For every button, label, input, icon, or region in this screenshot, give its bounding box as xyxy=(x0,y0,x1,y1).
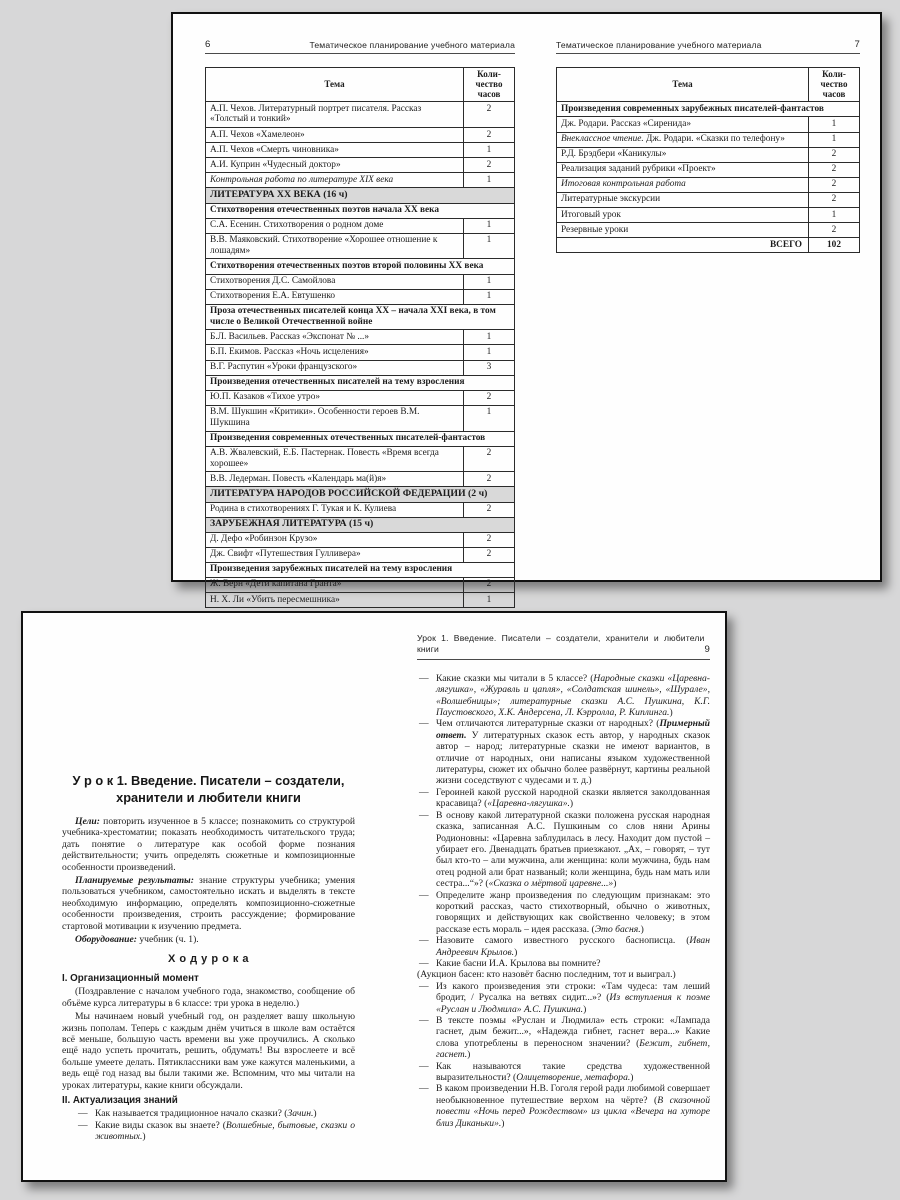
emphasis-segment: Это басня. xyxy=(594,923,641,935)
dash-marker: — xyxy=(78,1108,88,1120)
text-segment: ) xyxy=(467,1049,471,1061)
text-segment: ) xyxy=(313,1108,317,1120)
emphasis-segment: Оборудование: xyxy=(75,934,137,946)
page-9 xyxy=(374,613,725,1180)
question-item xyxy=(417,935,710,958)
topic-cell: Стихотворения Д.С. Самойлова xyxy=(206,274,464,289)
text-segment: Какие сказки мы читали в 5 классе? ( xyxy=(436,672,594,684)
subsection-row xyxy=(206,375,515,390)
subsection-cell: Произведения современных зарубежных писателей-фантастов xyxy=(557,102,860,117)
emphasis-segment: Иван Андреевич Крылов. xyxy=(436,935,710,958)
topic-row xyxy=(557,223,860,238)
hours-cell: 1 xyxy=(464,345,515,360)
paragraph xyxy=(62,816,355,873)
hours-cell: 2 xyxy=(809,162,860,177)
topic-row xyxy=(206,502,515,517)
dash-marker: — xyxy=(419,786,429,798)
dash-marker: — xyxy=(419,889,429,901)
running-header xyxy=(417,633,710,660)
paragraph xyxy=(62,1011,355,1091)
hours-cell: 2 xyxy=(464,472,515,487)
topic-cell: Стихотворения Е.А. Евтушенко xyxy=(206,289,464,304)
hours-cell: 3 xyxy=(464,360,515,375)
topic-cell: В.Г. Распутин «Уроки французского» xyxy=(206,360,464,375)
hours-cell: 2 xyxy=(809,177,860,192)
text-segment: ) xyxy=(142,1131,146,1143)
text-segment: В тексте поэмы «Руслан и Людмила» есть строки: «Лампада гаснет, дым бежит...», «Надежда гибнет, гаснет вера...» Какие слова употреблены в переносном значении? ( xyxy=(436,1015,710,1049)
bottom-spread-pages-8-9 xyxy=(21,611,727,1182)
hours-cell: 1 xyxy=(464,330,515,345)
thematic-planning-table xyxy=(556,67,860,253)
question-item xyxy=(417,981,710,1015)
emphasis-segment: Планируемые результаты: xyxy=(75,875,194,887)
hours-cell: 1 xyxy=(464,593,515,608)
topic-row xyxy=(557,208,860,223)
running-title: Тематическое планирование учебного материала xyxy=(309,40,515,50)
topic-cell: А.П. Чехов «Хамелеон» xyxy=(206,128,464,143)
question-item xyxy=(417,787,710,810)
thematic-planning-table xyxy=(205,67,515,608)
topic-row xyxy=(206,158,515,173)
section-row xyxy=(206,188,515,203)
emphasis-segment: Примерный ответ. xyxy=(436,718,710,741)
text-segment: Определите жанр произведения по следующим признакам: это короткий рассказ, часто стихотворный, обычно о животных, говорящих и действующих как свойственно человеку; в этом рассказе есть мораль – идея рассказа. ( xyxy=(436,889,710,935)
topic-row xyxy=(206,233,515,259)
page-number: 7 xyxy=(854,39,860,50)
text-segment: Какие виды сказок вы знаете? ( xyxy=(95,1119,226,1131)
text-segment: ) xyxy=(583,1003,587,1015)
paragraph xyxy=(62,875,355,932)
text-segment: У литературных сказок есть автор, у народных сказок автор – народ; литературные сказки не имеют вариантов, в отличие от народных, они написаны языком художественной литературы, сюжет их обычно более развёрнут, картины реальной жизни соседствуют с чудесами и т. д.) xyxy=(436,729,710,787)
topic-row xyxy=(206,390,515,405)
topic-row xyxy=(557,117,860,132)
text-segment: ) xyxy=(569,798,574,810)
subsection-cell: Произведения современных отечественных писателей-фантастов xyxy=(206,431,515,446)
page-number: 9 xyxy=(704,644,710,656)
emphasis-segment: Цели: xyxy=(75,816,100,827)
hours-cell: 2 xyxy=(464,446,515,472)
text-segment: ) xyxy=(501,1117,505,1129)
hours-cell: 1 xyxy=(464,274,515,289)
topic-row xyxy=(206,472,515,487)
topic-row xyxy=(557,192,860,207)
dash-marker: — xyxy=(419,672,429,684)
paragraph xyxy=(62,934,355,945)
question-item xyxy=(76,1108,355,1119)
emphasis-segment: В сказочной повести «Ночь перед Рождеством» из цикла «Вечера на хуторе близ Диканьки». xyxy=(436,1094,710,1129)
question-item xyxy=(417,1015,710,1061)
topic-cell: Дж. Свифт «Путешествия Гулливера» xyxy=(206,547,464,562)
hours-cell: 2 xyxy=(464,390,515,405)
text-segment: Чем отличаются литературные сказки от народных? ( xyxy=(436,718,660,730)
top-spread-pages-6-7 xyxy=(171,12,882,605)
section-cell: ЛИТЕРАТУРА НАРОДОВ РОССИЙСКОЙ ФЕДЕРАЦИИ (2 ч) xyxy=(206,487,515,502)
dash-marker: — xyxy=(419,1083,429,1095)
hours-cell: 2 xyxy=(809,223,860,238)
hours-cell: 2 xyxy=(464,547,515,562)
question-item xyxy=(417,890,710,936)
dash-marker: — xyxy=(419,718,429,730)
topic-row xyxy=(206,173,515,188)
hours-cell: 1 xyxy=(464,289,515,304)
subsection-cell: Стихотворения отечественных поэтов второй половины XX века xyxy=(206,259,515,274)
subsection-cell: Стихотворения отечественных поэтов начала XX века xyxy=(206,203,515,218)
dash-marker: — xyxy=(419,957,429,969)
topic-cell: В.М. Шукшин «Критики». Особенности героев В.М. Шукшина xyxy=(206,405,464,431)
topic-cell: А.И. Куприн «Чудесный доктор» xyxy=(206,158,464,173)
topic-row xyxy=(206,218,515,233)
topic-cell: Итоговый урок xyxy=(557,208,809,223)
topic-row xyxy=(557,162,860,177)
text-segment: В основу какой литературной сказки положена русская народная сказка, записанная А.С. Пушкиным со слов няни Арины Родионовны: «Царевна заблудилась в лесу. Находит дом пустой – убирает его. Двенадцать братьев приезжают. „Ах, – говорят, – тут был кто-то – али мужчина, али женщина: коли мужчина, будь нам отец родной али брат названый; коли женщина, будь нам мать или сестра...“»? ( xyxy=(436,809,710,890)
topic-row xyxy=(206,360,515,375)
question-item xyxy=(417,718,710,786)
hours-cell: 1 xyxy=(809,117,860,132)
question-item xyxy=(417,958,710,969)
table-header-theme: Тема xyxy=(557,68,809,102)
hours-cell: 102 xyxy=(809,238,860,253)
topic-row xyxy=(206,577,515,592)
text-segment: ) xyxy=(514,946,518,958)
stage-heading: II. Актуализация знаний xyxy=(62,1094,178,1106)
paragraph xyxy=(62,986,355,1009)
emphasis-segment: Олицетворение, метафора. xyxy=(516,1072,631,1084)
table-header-hours: Коли-чество часов xyxy=(464,68,515,102)
total-row xyxy=(557,238,860,253)
topic-row xyxy=(206,128,515,143)
dash-marker: — xyxy=(78,1119,88,1131)
subsection-row xyxy=(206,431,515,446)
dash-marker: — xyxy=(419,809,429,821)
section-row xyxy=(206,517,515,532)
topic-row xyxy=(557,147,860,162)
topic-cell: А.В. Жвалевский, Е.Б. Пастернак. Повесть «Время всегда хорошее» xyxy=(206,446,464,472)
hours-cell: 1 xyxy=(464,173,515,188)
text-segment: знание структуры учебника; умения пользоваться учебником, самостоятельно искать и выделять в тексте необходимую информацию, определять композиционно-сюжетные особенности произведения, строить рассуждение; формирование стартовой мотивации к изучению предмета. xyxy=(62,875,355,932)
page-6 xyxy=(173,14,529,605)
text-segment: Какие басни И.А. Крылова вы помните? xyxy=(436,957,601,969)
table-header-row xyxy=(206,68,515,102)
page-7 xyxy=(529,14,880,580)
hours-cell: 1 xyxy=(464,405,515,431)
topic-cell: Ж. Верн «Дети капитана Гранта» xyxy=(206,577,464,592)
hours-cell: 1 xyxy=(464,233,515,259)
hours-cell: 2 xyxy=(464,502,515,517)
topic-cell: Д. Дефо «Робинзон Крузо» xyxy=(206,532,464,547)
hours-cell: 2 xyxy=(464,158,515,173)
table-header-row xyxy=(557,68,860,102)
hours-cell: 1 xyxy=(809,132,860,147)
topic-row xyxy=(206,547,515,562)
hours-cell: 2 xyxy=(809,192,860,207)
topic-cell: Литературные экскурсии xyxy=(557,192,809,207)
text-segment: В каком произведении Н.В. Гоголя герой ради любимой совершает необыкновенное путешествие верхом на чёрте? ( xyxy=(436,1083,710,1106)
topic-row xyxy=(206,345,515,360)
text-segment: Назовите самого известного русского баснописца. ( xyxy=(436,935,690,947)
hours-cell: 2 xyxy=(809,147,860,162)
dash-marker: — xyxy=(419,935,429,947)
topic-cell: Н. Х. Ли «Убить пересмешника» xyxy=(206,593,464,608)
hours-cell: 2 xyxy=(464,102,515,128)
emphasis-segment: Из вступления к поэме «Руслан и Людмила» А.С. Пушкина. xyxy=(436,992,710,1015)
text-segment: (Поздравление с началом учебного года, знакомство, сообщение об объёме курса литературы в 6 классе: три урока в неделю.) xyxy=(62,986,355,1009)
subsection-row xyxy=(206,259,515,274)
text-segment: Мы начинаем новый учебный год, он разделяет вашу школьную жизнь пополам. Теперь с каждым днём учиться в школе вам остаётся всё меньше, большую часть времени вы уже проучились. А сколько ещё надо успеть прочитать, решить, обдумать! Вы взрослеете и всё больше умеете делать. Пятиклассники вам уже кажутся маленькими, а ведь ещё год назад вы были такими же. Вспомним, что мы читали на уроках литературы, какие книги обсуждали. xyxy=(62,1011,355,1091)
topic-row xyxy=(206,593,515,608)
text-segment: ) xyxy=(640,923,644,935)
lesson-title: У р о к 1. Введение. Писатели – создатели, хранители и любители книги xyxy=(72,773,345,805)
lesson-flow-heading: Х о д у р о к а xyxy=(167,953,250,966)
hours-cell: 2 xyxy=(464,532,515,547)
topic-cell: Контрольная работа по литературе XIX века xyxy=(206,173,464,188)
emphasis-segment: Бежит, гибнет, гаснет. xyxy=(436,1037,710,1061)
section-row xyxy=(206,487,515,502)
text-segment: Героиней какой русской народной сказки является заколдованная красавица? ( xyxy=(436,786,710,810)
subsection-cell: Проза отечественных писателей конца XX – начала XXI века, в том числе о Великой Отечественной войне xyxy=(206,304,515,330)
hours-cell: 2 xyxy=(464,128,515,143)
topic-row xyxy=(206,274,515,289)
emphasis-segment: Волшебные, бытовые, сказки о животных. xyxy=(95,1119,355,1143)
topic-cell: Б.Л. Васильев. Рассказ «Экспонат № ...» xyxy=(206,330,464,345)
section-cell: ЛИТЕРАТУРА XX ВЕКА (16 ч) xyxy=(206,188,515,203)
topic-row xyxy=(206,532,515,547)
question-item xyxy=(417,810,710,890)
question-item xyxy=(417,1061,710,1084)
text-segment: учебник (ч. 1). xyxy=(136,934,199,946)
text-segment: Как называется традиционное начало сказки? ( xyxy=(95,1108,288,1120)
text-segment: Дж. Родари. «Сказки по телефону» xyxy=(643,134,785,145)
page-number: 6 xyxy=(205,39,211,50)
topic-row xyxy=(206,143,515,158)
subsection-cell: Произведения зарубежных писателей на тему взросления xyxy=(206,562,515,577)
topic-cell: А.П. Чехов. Литературный портрет писателя. Рассказ «Толстый и тонкий» xyxy=(206,102,464,128)
text-segment: Как называются такие средства художественной выразительности? ( xyxy=(436,1060,710,1084)
topic-cell: Дж. Родари. Рассказ «Сиренида» xyxy=(557,117,809,132)
hours-cell: 1 xyxy=(809,208,860,223)
table-header-hours: Коли-чество часов xyxy=(809,68,860,102)
hours-cell: 1 xyxy=(464,143,515,158)
subsection-row xyxy=(557,102,860,117)
table-header-theme: Тема xyxy=(206,68,464,102)
topic-row xyxy=(206,102,515,128)
text-segment: Из какого произведения эти строки: «Там чудеса: там леший бродит, / Русалка на ветвях сидит...»? ( xyxy=(436,980,710,1004)
topic-cell: Реализация заданий рубрики «Проект» xyxy=(557,162,809,177)
running-title: Урок 1. Введение. Писатели – создатели, хранители и любители книги xyxy=(417,633,705,655)
subsection-row xyxy=(206,562,515,577)
topic-cell: ВСЕГО xyxy=(557,238,809,253)
dash-marker: — xyxy=(419,1060,429,1072)
emphasis-segment: Народные сказки «Царевна-лягушка», «Журавль и цапля», «Солдатская шинель», «Шурале», «Волшебницы»; литературные сказки А.С. Пушкина, К.Г. Паустовского, Х.К. Андерсена, Л. Кэрролла, Р. Киплинга. xyxy=(436,672,710,719)
dash-marker: — xyxy=(419,980,429,992)
subsection-row xyxy=(206,203,515,218)
topic-cell: Итоговая контрольная работа xyxy=(557,177,809,192)
topic-cell: В.В. Ледерман. Повесть «Календарь ма(й)я» xyxy=(206,472,464,487)
section-cell: ЗАРУБЕЖНАЯ ЛИТЕРАТУРА (15 ч) xyxy=(206,517,515,532)
topic-cell: Резервные уроки xyxy=(557,223,809,238)
topic-cell: Ю.П. Казаков «Тихое утро» xyxy=(206,390,464,405)
page-8 xyxy=(23,613,374,1180)
text-segment: повторить изученное в 5 классе; познакомить со структурой учебника-хрестоматии; показать необходимость читательского труда; дать понятие о литературе как особой форме познания действительности; учить определять сюжетные и композиционные особенности произведений. xyxy=(62,816,355,873)
text-segment: (Аукцион басен: кто назовёт басню последним, тот и выиграл.) xyxy=(417,969,676,981)
emphasis-segment: «Царевна-лягушка». xyxy=(487,798,570,810)
running-header xyxy=(205,39,515,54)
topic-row xyxy=(206,405,515,431)
subsection-row xyxy=(206,304,515,330)
emphasis-segment: Внеклассное чтение. xyxy=(561,134,644,145)
emphasis-segment: Зачин. xyxy=(287,1108,314,1120)
topic-row xyxy=(557,177,860,192)
topic-cell: С.А. Есенин. Стихотворения о родном доме xyxy=(206,218,464,233)
stage-heading: I. Организационный момент xyxy=(62,972,199,984)
question-item xyxy=(76,1120,355,1143)
text-segment: ) xyxy=(613,878,617,890)
topic-cell: В.В. Маяковский. Стихотворение «Хорошее отношение к лошадям» xyxy=(206,233,464,259)
text-segment: ) xyxy=(630,1072,634,1084)
topic-row xyxy=(206,289,515,304)
topic-row xyxy=(557,132,860,147)
topic-row xyxy=(206,446,515,472)
topic-cell: Р.Д. Брэдбери «Каникулы» xyxy=(557,147,809,162)
topic-cell: Родина в стихотворениях Г. Тукая и К. Кулиева xyxy=(206,502,464,517)
note-line xyxy=(417,969,710,980)
text-segment: ) xyxy=(669,707,673,719)
question-item xyxy=(417,673,710,719)
emphasis-segment: «Сказка о мёртвой царевне...» xyxy=(488,878,614,890)
running-header xyxy=(556,39,860,54)
running-title: Тематическое планирование учебного материала xyxy=(556,40,762,50)
topic-row xyxy=(206,330,515,345)
dash-marker: — xyxy=(419,1015,429,1026)
hours-cell: 2 xyxy=(464,577,515,592)
subsection-cell: Произведения отечественных писателей на тему взросления xyxy=(206,375,515,390)
topic-cell xyxy=(557,132,809,147)
question-item xyxy=(417,1083,710,1129)
hours-cell: 1 xyxy=(464,218,515,233)
topic-cell: Б.П. Екимов. Рассказ «Ночь исцеления» xyxy=(206,345,464,360)
topic-cell: А.П. Чехов «Смерть чиновника» xyxy=(206,143,464,158)
